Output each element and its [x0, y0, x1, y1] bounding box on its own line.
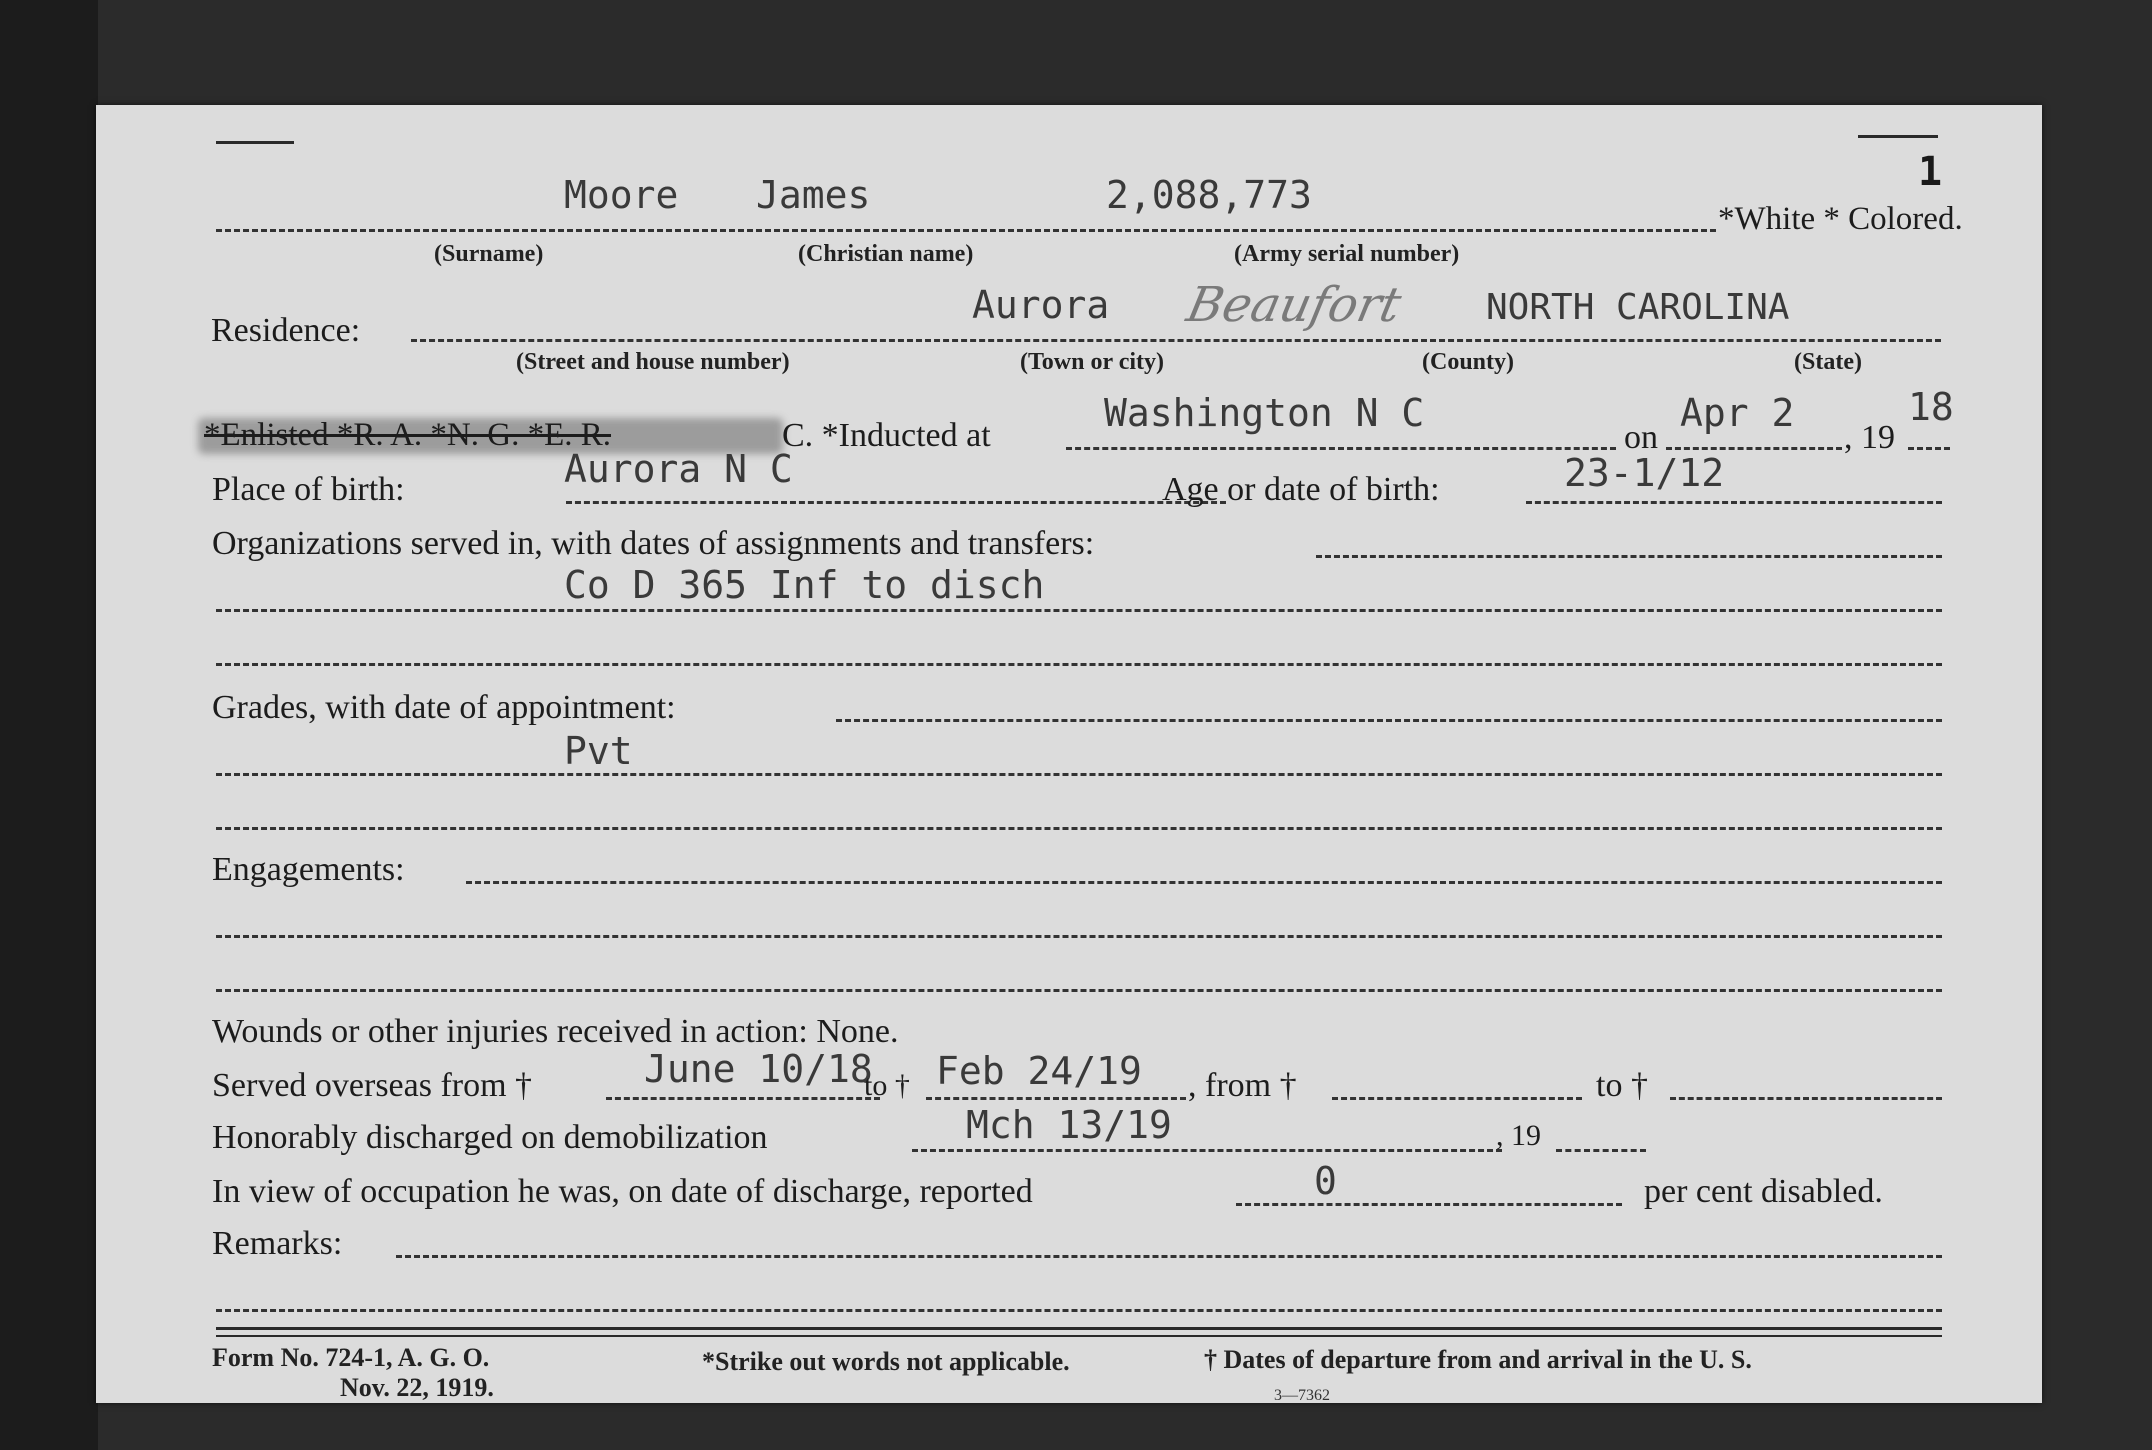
discharge-year-line: [1556, 1149, 1646, 1152]
race-options: *White * Colored.: [1718, 201, 1963, 237]
disabled-label: per cent disabled.: [1644, 1173, 1883, 1210]
grades-line-1: [836, 719, 1942, 722]
birth-place-line: [566, 501, 1226, 504]
remarks-line-2: [216, 1309, 1942, 1312]
overseas-to-line: [926, 1097, 1186, 1100]
orgs-value: Co D 365 Inf to disch: [564, 563, 1045, 607]
footer-rule-1: [216, 1327, 1942, 1330]
age-label: Age or date of birth:: [1162, 471, 1440, 508]
from2-label: , from †: [1188, 1067, 1297, 1104]
name-line: [216, 229, 1716, 232]
residence-line: [411, 339, 1941, 342]
orgs-line-2: [216, 609, 1942, 612]
orgs-line-3: [216, 663, 1942, 666]
birth-place-value: Aurora N C: [564, 447, 793, 491]
residence-label: Residence:: [211, 312, 361, 349]
inducted-at-value: Washington N C: [1104, 391, 1425, 435]
state-caption: (State): [1794, 349, 1862, 375]
orgs-line-1: [1316, 555, 1942, 558]
discharge-label: Honorably discharged on demobilization: [212, 1119, 768, 1156]
engagements-line-2: [216, 935, 1942, 938]
scanner-background: [0, 0, 98, 1450]
inducted-label: C. *Inducted at: [782, 417, 991, 454]
discharge-year-label: , 19: [1496, 1119, 1541, 1152]
birth-place-label: Place of birth:: [212, 471, 405, 508]
strike-note: *Strike out words not applicable.: [702, 1347, 1070, 1376]
inducted-at-line: [1066, 447, 1616, 450]
from2-line: [1332, 1097, 1582, 1100]
serial-number-value: 2,088,773: [1106, 173, 1312, 217]
overseas-to-value: Feb 24/19: [936, 1049, 1142, 1093]
dates-note: † Dates of departure from and arrival in the U. S.: [1204, 1345, 1752, 1374]
discharge-date-value: Mch 13/19: [966, 1103, 1172, 1147]
surname-value: Moore: [564, 173, 679, 217]
street-caption: (Street and house number): [516, 349, 790, 375]
residence-county-value: Beaufort: [1182, 277, 1407, 333]
inducted-year-value: 18: [1908, 385, 1954, 429]
age-line: [1526, 501, 1942, 504]
year-prefix: , 19: [1844, 419, 1895, 456]
christian-name-value: James: [756, 173, 871, 217]
to2-line: [1670, 1097, 1942, 1100]
year-line: [1908, 447, 1950, 450]
disability-line: [1236, 1203, 1622, 1206]
disability-value: 0: [1314, 1159, 1337, 1203]
overseas-from-line: [606, 1097, 880, 1100]
county-caption: (County): [1422, 349, 1515, 375]
top-right-rule: [1858, 135, 1938, 138]
top-left-rule: [216, 141, 294, 144]
wounds-label: Wounds or other injuries received in action: None.: [212, 1013, 899, 1050]
service-record-card: [96, 105, 2042, 1403]
remarks-label: Remarks:: [212, 1225, 343, 1262]
to2-label: to †: [1596, 1067, 1648, 1104]
discharge-date-line: [912, 1149, 1502, 1152]
overseas-label: Served overseas from †: [212, 1067, 533, 1104]
residence-state-value: NORTH CAROLINA: [1486, 287, 1790, 328]
serial-caption: (Army serial number): [1234, 241, 1460, 267]
print-code: 3—7362: [1274, 1387, 1330, 1404]
engagements-line-1: [466, 881, 1942, 884]
grades-line-3: [216, 827, 1942, 830]
footer-rule-2: [216, 1335, 1942, 1337]
card-number: 1: [1918, 149, 1943, 195]
grades-label: Grades, with date of appointment:: [212, 689, 676, 726]
town-caption: (Town or city): [1020, 349, 1164, 375]
age-value: 23-1/12: [1564, 451, 1725, 495]
enlisted-options: *Enlisted *R. A. *N. G. *E. R.: [204, 417, 612, 453]
surname-caption: (Surname): [434, 241, 544, 267]
inducted-date-value: Apr 2: [1680, 391, 1795, 435]
inducted-date-line: [1666, 447, 1842, 450]
form-date: Nov. 22, 1919.: [340, 1373, 494, 1402]
christian-caption: (Christian name): [798, 241, 974, 267]
form-number: Form No. 724-1, A. G. O.: [212, 1343, 490, 1372]
engagements-line-3: [216, 989, 1942, 992]
orgs-label: Organizations served in, with dates of assignments and transfers:: [212, 525, 1095, 562]
grades-line-2: [216, 773, 1942, 776]
occupation-label: In view of occupation he was, on date of discharge, reported: [212, 1173, 1033, 1210]
residence-town-value: Aurora: [972, 283, 1110, 327]
grades-value: Pvt: [564, 729, 633, 773]
engagements-label: Engagements:: [212, 851, 405, 888]
to-label: to †: [864, 1069, 910, 1102]
overseas-from-value: June 10/18: [644, 1047, 873, 1091]
on-label: on: [1624, 419, 1658, 456]
remarks-line-1: [396, 1255, 1942, 1258]
